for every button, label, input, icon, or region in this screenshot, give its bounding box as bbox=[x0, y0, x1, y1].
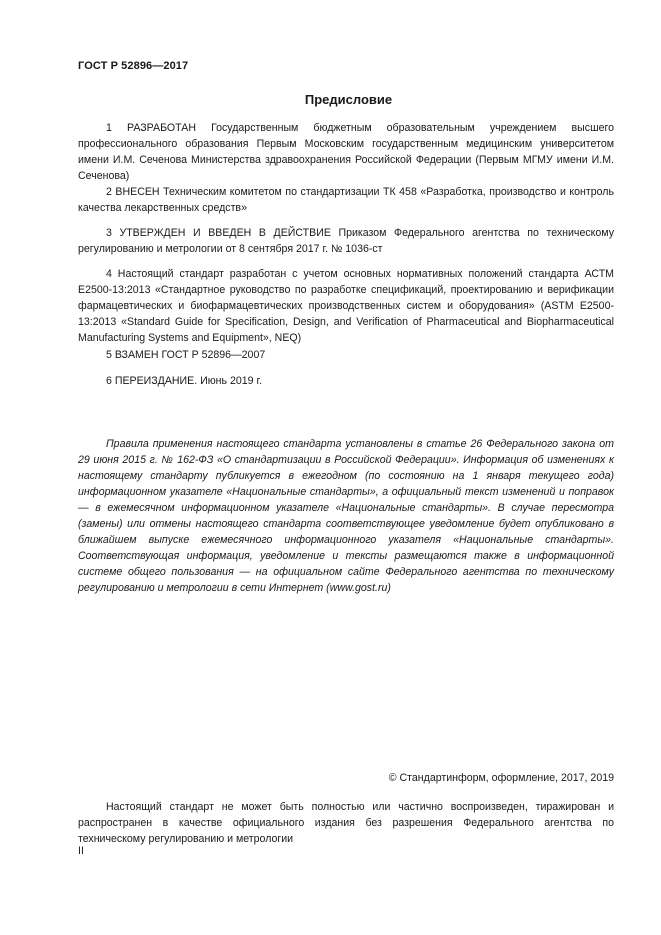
standard-code-header: ГОСТ Р 52896—2017 bbox=[78, 60, 189, 72]
foreword-item-4-text: 4 Настоящий стандарт разработан с учетом основных нормативных положений стандарта АСТМ Е2500-13:2013 «Стандартное руководство по разработке спецификаций, проектированию и верификации фармацевтических и биофармацевтических производственных систем и оборудования» (ASTM E2500-13:2013 «Standard Guide for Specification, Design, and Verification of Pharmaceutical and Biopharmaceutical Manufacturing Systems and Equipment», NEQ) bbox=[78, 268, 614, 344]
foreword-item-4 bbox=[78, 266, 614, 346]
foreword-item-2 bbox=[78, 184, 614, 216]
divider bbox=[78, 792, 614, 793]
legal-notice bbox=[78, 799, 614, 847]
foreword-item-5 bbox=[78, 347, 614, 363]
foreword-item-6 bbox=[78, 373, 614, 389]
foreword-item-6-text: 6 ПЕРЕИЗДАНИЕ. Июнь 2019 г. bbox=[106, 375, 263, 387]
foreword-item-2-text: 2 ВНЕСЕН Техническим комитетом по стандартизации ТК 458 «Разработка, производство и контроль качества лекарственных средств» bbox=[78, 186, 614, 214]
legal-notice-text: Настоящий стандарт не может быть полностью или частично воспроизведен, тиражирован и распространен в качестве официального издания без разрешения Федерального агентства по техническому регулированию и метрологии bbox=[78, 801, 614, 845]
copyright-line: © Стандартинформ, оформление, 2017, 2019 bbox=[388, 772, 614, 784]
foreword-item-1 bbox=[78, 120, 614, 184]
page-title: Предисловие bbox=[304, 92, 393, 107]
page-number: II bbox=[78, 845, 84, 857]
foreword-item-3 bbox=[78, 225, 614, 257]
application-rules-notice bbox=[78, 436, 614, 596]
foreword-item-3-text: 3 УТВЕРЖДЕН И ВВЕДЕН В ДЕЙСТВИЕ Приказом Федерального агентства по техническому регулированию и метрологии от 8 сентября 2017 г. № 1036-ст bbox=[78, 227, 614, 255]
foreword-item-5-text: 5 ВЗАМЕН ГОСТ Р 52896—2007 bbox=[106, 349, 266, 361]
notice-text: Правила применения настоящего стандарта установлены в статье 26 Федерального закона от 29 июня 2015 г. № 162-ФЗ «О стандартизации в Российской Федерации». Информация об изменениях к настоящему стандарту публикуется в ежегодном (по состоянию на 1 января текущего года) информационном указателе «Национальные стандарты», а официальный текст изменений и поправок — в ежемесячном информационном указателе «Национальные стандарты». В случае пересмотра (замены) или отмены настоящего стандарта соответствующее уведомление будет опубликовано в ближайшем выпуске ежемесячного информационного указателя «Национальные стандарты». Соответствующая информация, уведомление и тексты размещаются также в информационной системе общего пользования — на официальном сайте Федерального агентства по техническому регулированию и метрологии в сети Интернет (www.gost.ru) bbox=[78, 438, 614, 594]
foreword-item-1-text: 1 РАЗРАБОТАН Государственным бюджетным образовательным учреждением высшего профессионального образования Первым Московским государственным медицинским университетом имени И.М. Сеченова Министерства здравоохранения Российской Федерации (Первым МГМУ имени И.М. Сеченова) bbox=[78, 122, 614, 182]
